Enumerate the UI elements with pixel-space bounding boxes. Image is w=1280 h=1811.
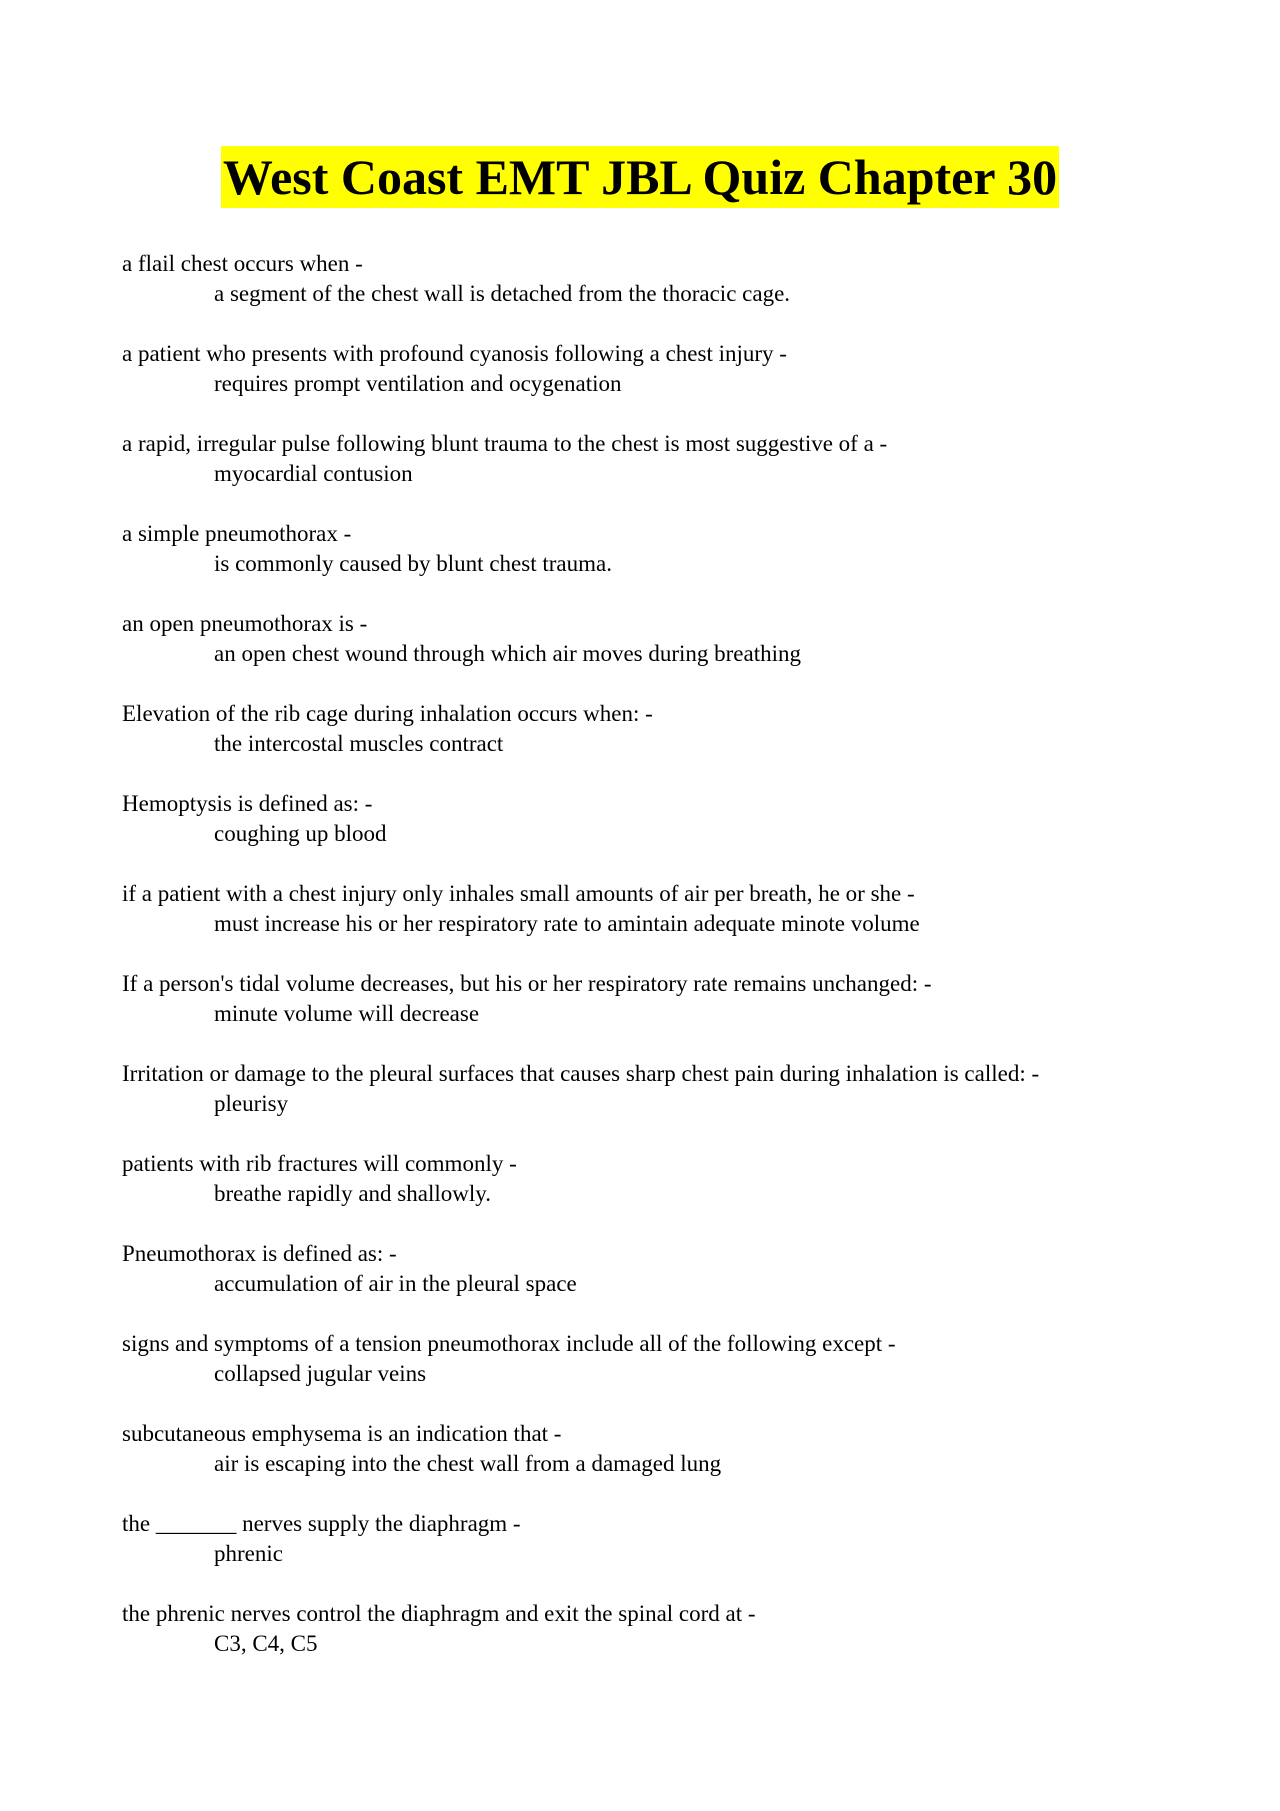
answer-text: collapsed jugular veins	[214, 1361, 427, 1386]
qa-item	[122, 429, 1202, 489]
answer-text: the intercostal muscles contract	[214, 731, 504, 756]
qa-item	[122, 1599, 1202, 1659]
answer-text: minute volume will decrease	[214, 1001, 480, 1026]
document-title: West Coast EMT JBL Quiz Chapter 30	[221, 146, 1059, 208]
answer-text: myocardial contusion	[214, 461, 413, 486]
qa-item	[122, 1239, 1202, 1299]
answer-text: an open chest wound through which air moves during breathing	[214, 641, 802, 666]
qa-item	[122, 1149, 1202, 1209]
answer-text: pleurisy	[214, 1091, 289, 1116]
question-text: if a patient with a chest injury only inhales small amounts of air per breath, he or she -	[122, 881, 915, 906]
question-text: patients with rib fractures will commonly -	[122, 1151, 517, 1176]
answer-text: breathe rapidly and shallowly.	[214, 1181, 491, 1206]
answer-text: coughing up blood	[214, 821, 387, 846]
question-text: the phrenic nerves control the diaphragm and exit the spinal cord at -	[122, 1601, 756, 1626]
question-text: Elevation of the rib cage during inhalation occurs when: -	[122, 701, 653, 726]
qa-item	[122, 609, 1202, 669]
answer-text: must increase his or her respiratory rate to amintain adequate minote volume	[214, 911, 920, 936]
qa-item	[122, 789, 1202, 849]
question-text: the _______ nerves supply the diaphragm -	[122, 1511, 521, 1536]
answer-text: is commonly caused by blunt chest trauma.	[214, 551, 612, 576]
qa-item	[122, 1419, 1202, 1479]
qa-item	[122, 1509, 1202, 1569]
question-text: an open pneumothorax is -	[122, 611, 368, 636]
answer-text: requires prompt ventilation and ocygenation	[214, 371, 622, 396]
question-answer-list	[122, 249, 1202, 1689]
qa-item	[122, 249, 1202, 309]
question-text: a simple pneumothorax -	[122, 521, 352, 546]
qa-item	[122, 1329, 1202, 1389]
answer-text: accumulation of air in the pleural space	[214, 1271, 577, 1296]
answer-text: a segment of the chest wall is detached from the thoracic cage.	[214, 281, 791, 306]
question-text: a rapid, irregular pulse following blunt trauma to the chest is most suggestive of a -	[122, 431, 888, 456]
question-text: Hemoptysis is defined as: -	[122, 791, 373, 816]
qa-item	[122, 519, 1202, 579]
qa-item	[122, 699, 1202, 759]
qa-item	[122, 1059, 1202, 1119]
title-block	[0, 146, 1280, 208]
question-text: Pneumothorax is defined as: -	[122, 1241, 397, 1266]
question-text: subcutaneous emphysema is an indication that -	[122, 1421, 562, 1446]
qa-item	[122, 879, 1202, 939]
answer-text: C3, C4, C5	[214, 1631, 318, 1656]
question-text: signs and symptoms of a tension pneumothorax include all of the following except -	[122, 1331, 896, 1356]
answer-text: air is escaping into the chest wall from a damaged lung	[214, 1451, 722, 1476]
qa-item	[122, 339, 1202, 399]
question-text: If a person's tidal volume decreases, but his or her respiratory rate remains unchanged: -	[122, 971, 932, 996]
answer-text: phrenic	[214, 1541, 283, 1566]
question-text: a flail chest occurs when -	[122, 251, 363, 276]
qa-item	[122, 969, 1202, 1029]
question-text: Irritation or damage to the pleural surfaces that causes sharp chest pain during inhalation is called: -	[122, 1061, 1040, 1086]
question-text: a patient who presents with profound cyanosis following a chest injury -	[122, 341, 787, 366]
